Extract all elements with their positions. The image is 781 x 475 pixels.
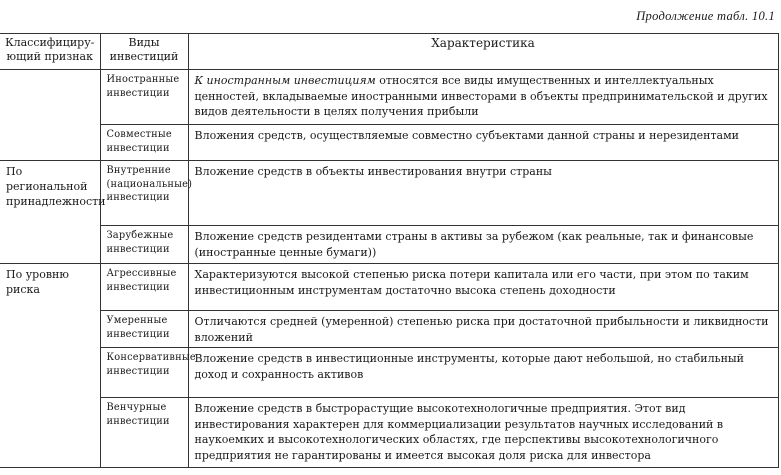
investment-type: Совместные инвестиции (100, 125, 188, 161)
table-row (0, 161, 778, 226)
header-classification: Классифициру-ющий признак (0, 34, 100, 70)
table-caption: Продолжение табл. 10.1 (636, 9, 775, 23)
investment-type: Зарубежные инвестиции (100, 226, 188, 264)
investment-description: Вложение средств в быстрорастущие высокотехнологичные предприятия. Этот вид инвестирования характерен для коммерциализации результатов научных исследований в наукоемких и высокотехнологических областях, где перспективы высокотехнологичного предприятия не гарантированы и имеется высокая доля риска для инвестора (188, 398, 778, 468)
investment-description: Вложение средств резидентами страны в активы за рубежом (как реальные, так и финансовые (иностранные ценные бумаги)) (188, 226, 778, 264)
investment-description: Отличаются средней (умеренной) степенью риска при достаточной прибыльности и ликвидности вложений (188, 311, 778, 348)
investment-type: Агрессивные инвестиции (100, 264, 188, 311)
group-cell (0, 226, 100, 264)
group-cell: По региональной принадлежности (0, 161, 100, 226)
investment-type: Иностранные инвестиции (100, 70, 188, 125)
table-row (0, 70, 778, 125)
group-cell (0, 70, 100, 125)
table-row (0, 311, 778, 348)
investment-type: Умеренные инвестиции (100, 311, 188, 348)
investment-description: Вложения средств, осуществляемые совместно субъектами данной страны и нерезидентами (188, 125, 778, 161)
table-row (0, 226, 778, 264)
header-characteristic: Характеристика (188, 34, 778, 70)
investment-types-table (0, 33, 779, 468)
investment-type: Консервативные инвестиции (100, 348, 188, 398)
group-cell (0, 125, 100, 161)
investment-description: К иностранным инвестициям относятся все виды имущественных и интеллектуальных ценностей, вкладываемые иностранными инвесторами в объекты предпринимательской и других видов деятельности в целях получения прибыли (188, 70, 778, 125)
investment-description: Характеризуются высокой степенью риска потери капитала или его части, при этом по таким инвестиционным инструментам достаточно высока степень доходности (188, 264, 778, 311)
table-row (0, 348, 778, 398)
group-cell (0, 398, 100, 468)
table-header-row (0, 34, 778, 70)
investment-type: Внутренние (национальные) инвестиции (100, 161, 188, 226)
table-row (0, 398, 778, 468)
header-types: Виды инвестиций (100, 34, 188, 70)
group-cell (0, 311, 100, 348)
group-cell: По уровню риска (0, 264, 100, 311)
investment-type: Венчурные инвестиции (100, 398, 188, 468)
table-row (0, 125, 778, 161)
table-row (0, 264, 778, 311)
group-cell (0, 348, 100, 398)
investment-description: Вложение средств в объекты инвестирования внутри страны (188, 161, 778, 226)
investment-description: Вложение средств в инвестиционные инструменты, которые дают небольшой, но стабильный доход и сохранность активов (188, 348, 778, 398)
